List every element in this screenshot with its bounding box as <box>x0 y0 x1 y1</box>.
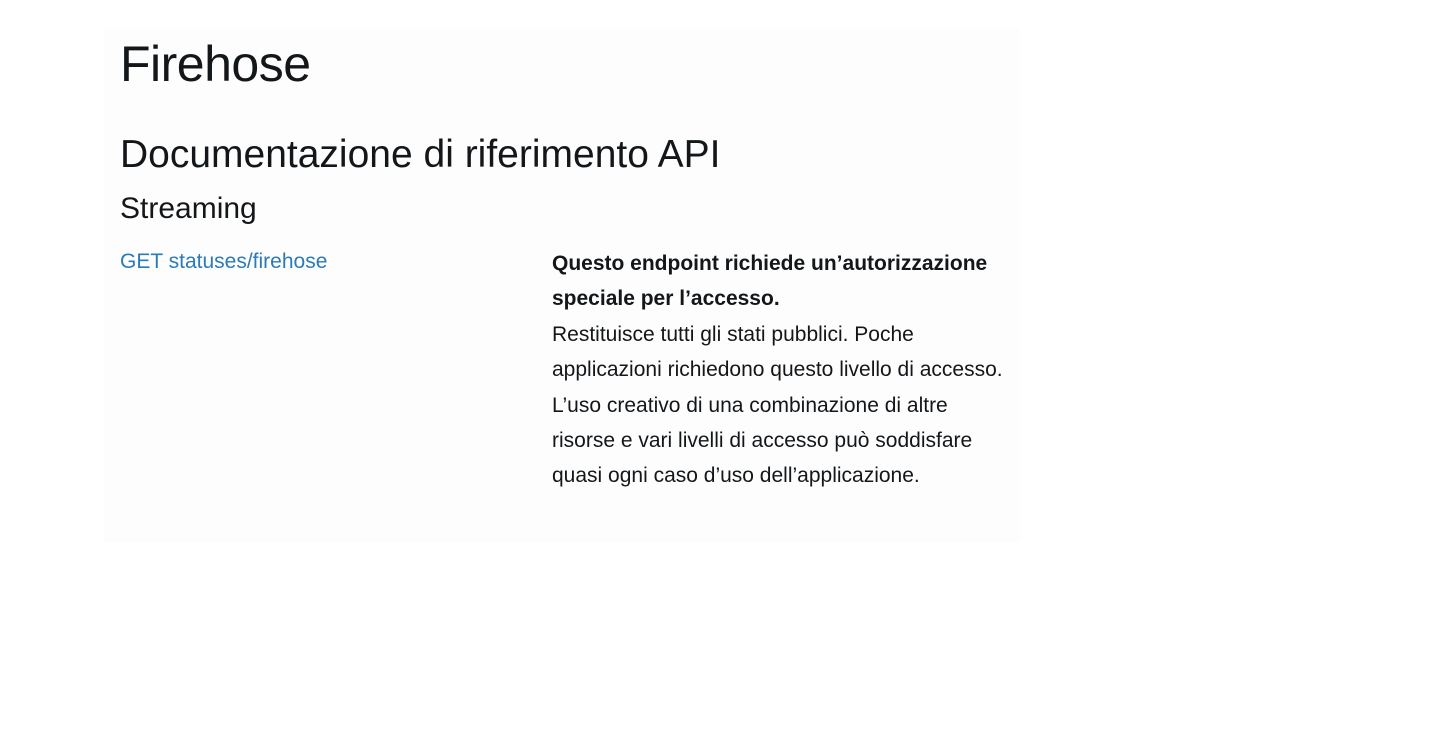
endpoint-link-statuses-firehose[interactable]: GET statuses/firehose <box>120 250 328 273</box>
section-title: Documentazione di riferimento API <box>120 133 721 176</box>
endpoint-description <box>552 246 1007 494</box>
endpoint-description-text: Restituisce tutti gli stati pubblici. Poche applicazioni richiedono questo livello di accesso. L’uso creativo di una combinazione di altre risorse e vari livelli di accesso può soddisfare quasi ogni caso d’uso dell’applicazione. <box>552 322 1003 488</box>
subsection-title: Streaming <box>120 192 257 225</box>
special-access-notice: Questo endpoint richiede un’autorizzazione speciale per l’accesso. <box>552 252 988 311</box>
page-title: Firehose <box>120 36 311 92</box>
